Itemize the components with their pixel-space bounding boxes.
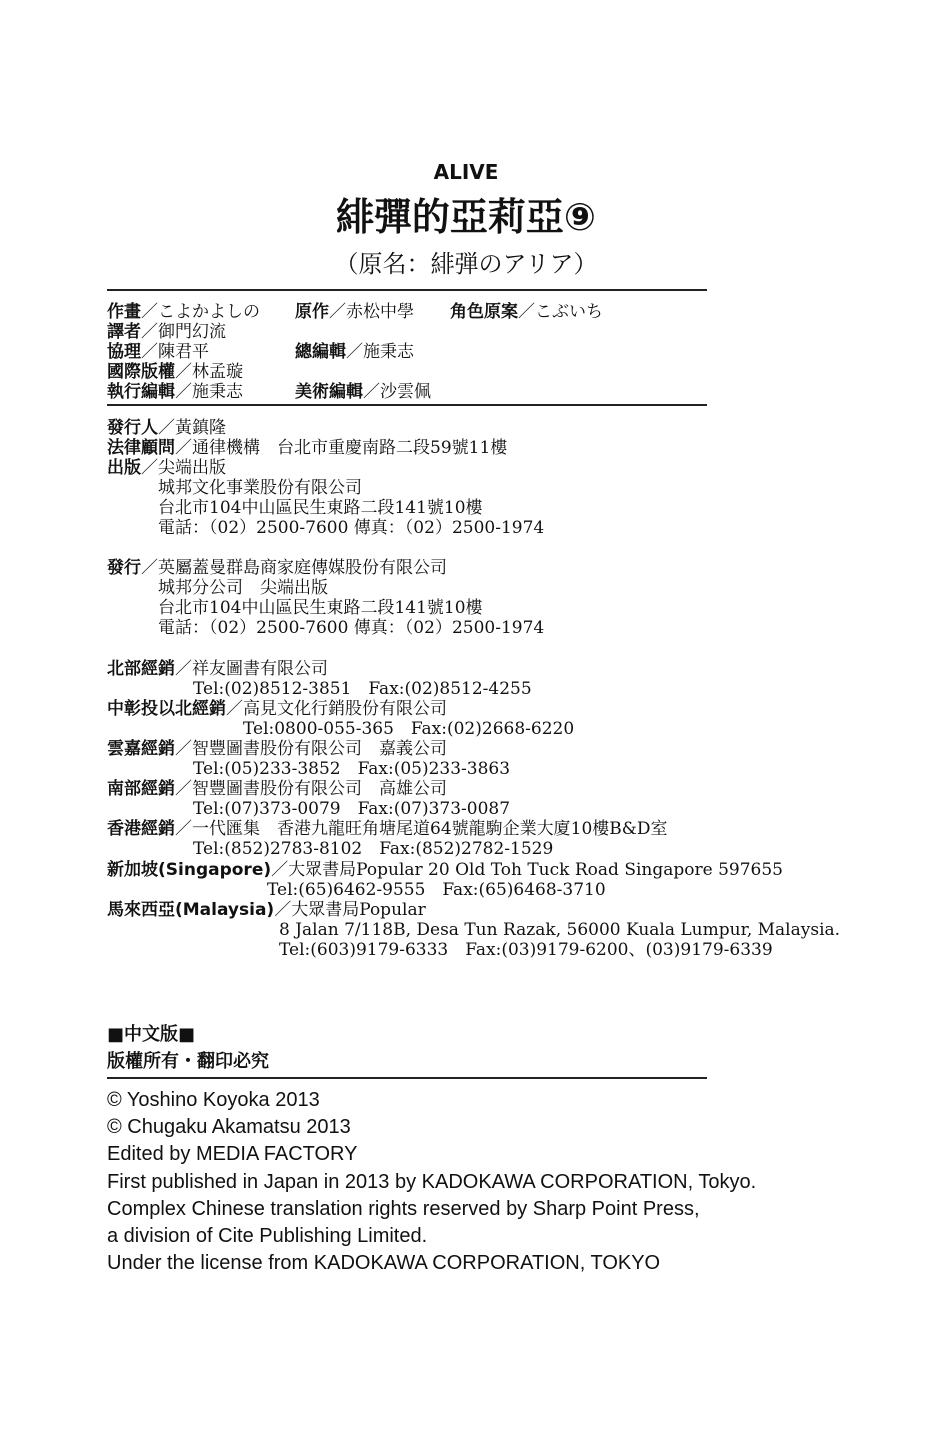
- original-title: （原名：緋弾のアリア）: [334, 250, 598, 278]
- distribute-address: 台北市104中山區民生東路二段141號10樓: [158, 598, 483, 618]
- copyright-line: a division of Cite Publishing Limited.: [107, 1225, 428, 1247]
- distributor-malaysia-contact: Tel:(603)9179-6333 Fax:(03)9179-6200、(03)9179-6339: [279, 940, 773, 960]
- distributor-hongkong-contact: Tel:(852)2783-8102 Fax:(852)2782-1529: [193, 839, 554, 859]
- credit-chief-editor: 總編輯／施秉志: [295, 342, 414, 362]
- credit-exec-editor: 執行編輯／施秉志: [107, 382, 243, 402]
- book-title: 緋彈的亞莉亞⑨: [335, 195, 597, 239]
- copyright-line: Edited by MEDIA FACTORY: [107, 1143, 358, 1165]
- distributor-central: 中彰投以北經銷／高見文化行銷股份有限公司: [107, 699, 447, 719]
- rights-notice: 版權所有・翻印必究: [107, 1051, 269, 1072]
- edition-label: ■中文版■: [107, 1024, 196, 1045]
- distributor-yunjia-contact: Tel:(05)233-3852 Fax:(05)233-3863: [193, 759, 511, 779]
- publish-line: 出版／尖端出版: [107, 458, 226, 478]
- credit-character: 角色原案／こぶいち: [450, 302, 603, 322]
- distributor-singapore: 新加坡(Singapore)／大眾書局Popular 20 Old Toh Tuck Road Singapore 597655: [107, 860, 783, 880]
- credit-intl-rights: 國際版權／林孟璇: [107, 362, 243, 382]
- legal-line: 法律顧問／通律機構 台北市重慶南路二段59號11樓: [107, 438, 508, 458]
- distributor-central-contact: Tel:0800-055-365 Fax:(02)2668-6220: [243, 719, 575, 739]
- distributor-malaysia-address: 8 Jalan 7/118B, Desa Tun Razak, 56000 Kuala Lumpur, Malaysia.: [279, 920, 841, 940]
- distributor-south-contact: Tel:(07)373-0079 Fax:(07)373-0087: [193, 799, 511, 819]
- copyright-line: Under the license from KADOKAWA CORPORATION, TOKYO: [107, 1252, 661, 1274]
- issuer-line: 發行人／黃鎮隆: [107, 418, 226, 438]
- divider: [107, 404, 707, 406]
- distributor-hongkong: 香港經銷／一代匯集 香港九龍旺角塘尾道64號龍駒企業大廈10樓B&D室: [107, 819, 668, 839]
- credit-author: 作畫／こよかよしの: [107, 302, 260, 322]
- credit-original: 原作／赤松中學: [295, 302, 414, 322]
- distributor-south: 南部經銷／智豐圖書股份有限公司 高雄公司: [107, 779, 447, 799]
- credit-assist: 協理／陳君平: [107, 342, 209, 362]
- divider: [107, 1077, 707, 1079]
- distributor-singapore-contact: Tel:(65)6462-9555 Fax:(65)6468-3710: [267, 880, 606, 900]
- distributor-north-contact: Tel:(02)8512-3851 Fax:(02)8512-4255: [193, 679, 532, 699]
- distribute-phone: 電話：（02）2500-7600 傳真：（02）2500-1974: [158, 618, 545, 638]
- copyright-line: Complex Chinese translation rights reserved by Sharp Point Press,: [107, 1198, 700, 1220]
- series-name: ALIVE: [433, 160, 499, 184]
- credit-art-editor: 美術編輯／沙雲佩: [295, 382, 431, 402]
- distribute-line: 發行／英屬蓋曼群島商家庭傳媒股份有限公司: [107, 558, 447, 578]
- copyright-line: First published in Japan in 2013 by KADOKAWA CORPORATION, Tokyo.: [107, 1171, 757, 1193]
- copyright-line: © Yoshino Koyoka 2013: [107, 1089, 320, 1111]
- distributor-malaysia: 馬來西亞(Malaysia)／大眾書局Popular: [107, 900, 426, 920]
- publish-phone: 電話：（02）2500-7600 傳真：（02）2500-1974: [158, 518, 545, 538]
- distributor-north: 北部經銷／祥友圖書有限公司: [107, 659, 328, 679]
- copyright-line: © Chugaku Akamatsu 2013: [107, 1116, 351, 1138]
- publish-company: 城邦文化事業股份有限公司: [158, 478, 362, 498]
- distributor-yunjia: 雲嘉經銷／智豐圖書股份有限公司 嘉義公司: [107, 739, 447, 759]
- divider: [107, 289, 707, 291]
- credit-translator: 譯者／御門幻流: [107, 322, 226, 342]
- publish-address: 台北市104中山區民生東路二段141號10樓: [158, 498, 483, 518]
- distribute-branch: 城邦分公司 尖端出版: [158, 578, 328, 598]
